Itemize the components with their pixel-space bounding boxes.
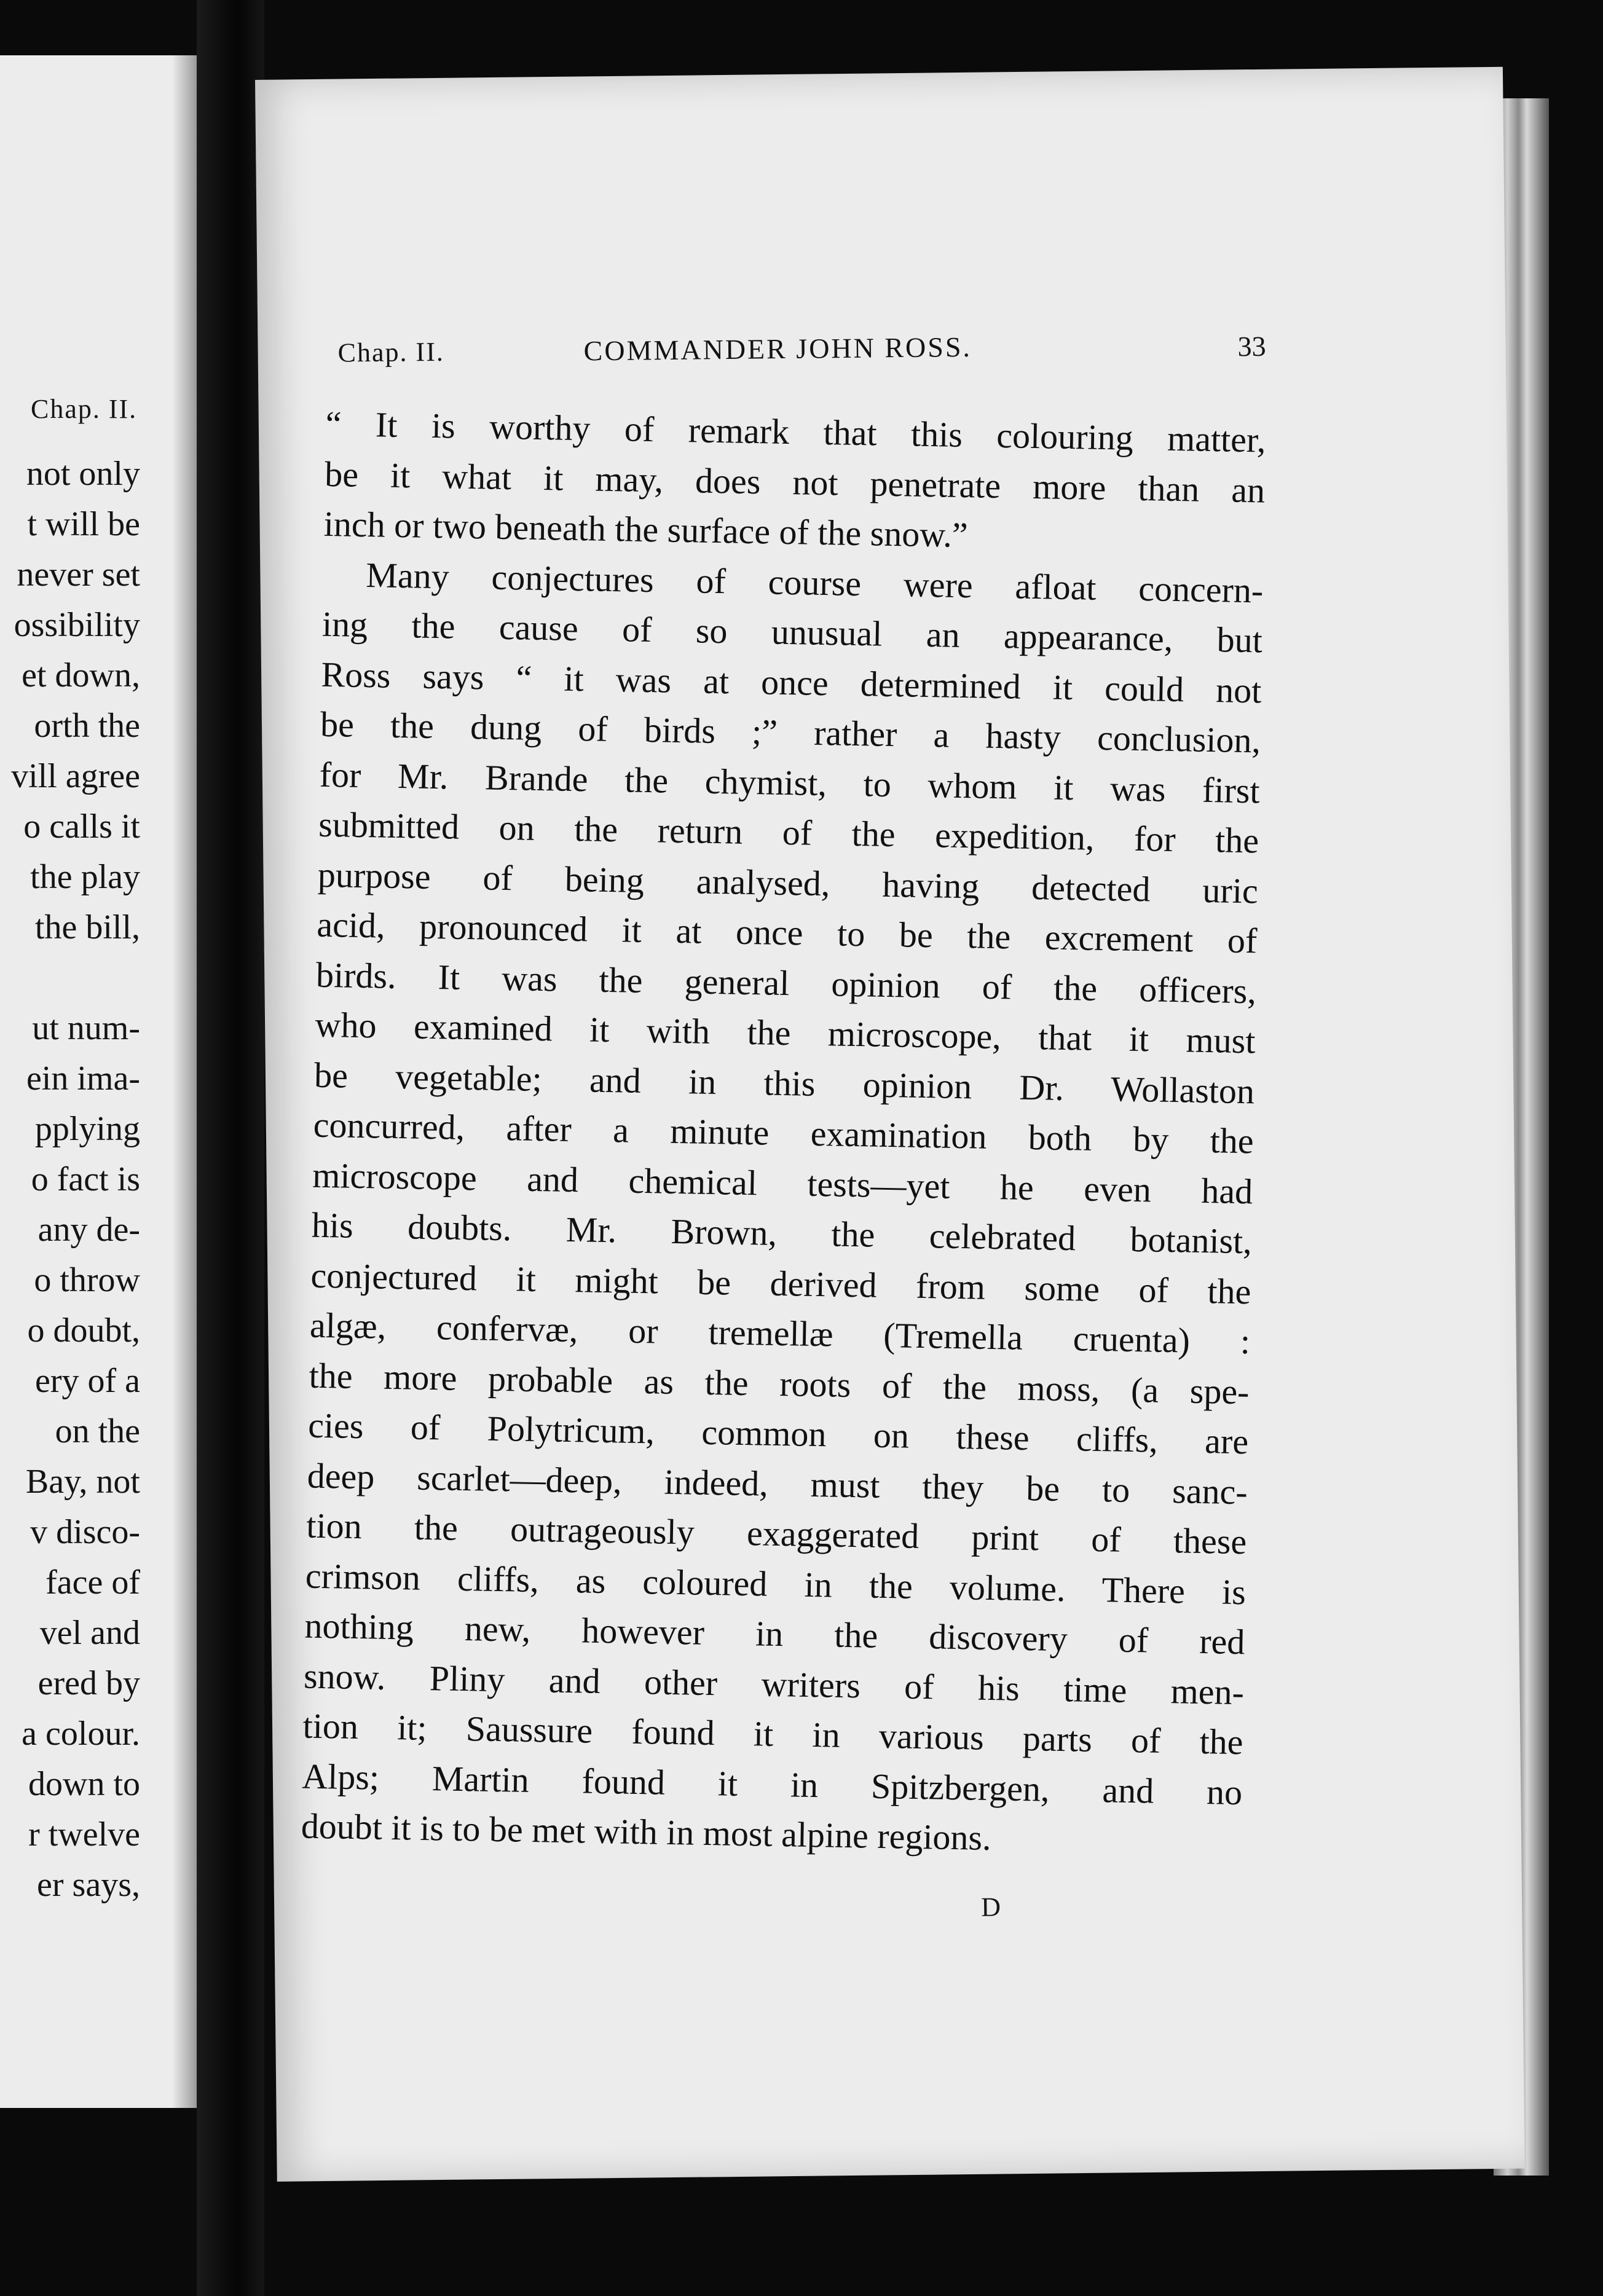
left-text-line: r twelve [28,1815,140,1854]
text-line: Alps; Martin found it in Spitzbergen, and no [301,1755,1243,1812]
left-text-line: t will be [27,505,140,543]
left-text-line: ered by [37,1664,140,1702]
text-line: conjectured it might be derived from some of the [310,1255,1251,1311]
left-text-line: ossibility [14,606,140,644]
text-line: the more probable as the roots of the moss, (a spe- [309,1355,1250,1412]
signature-mark: D [980,1892,1001,1922]
left-text-line: et down, [22,656,140,694]
text-line: nothing new, however in the discovery of red [304,1605,1245,1662]
text-line: be the dung of birds ;” rather a hasty conclusion, [320,704,1261,761]
page-number: 33 [1237,330,1266,363]
text-line: tion it; Saussure found it in various parts of the [302,1705,1244,1763]
text-line: inch or two beneath the surface of the snow.” [323,503,969,556]
text-line: doubt it is to be met with in most alpine regions. [301,1806,992,1858]
text-line: “ It is worthy of remark that this colouring matter, [325,403,1267,460]
left-text-line: v disco- [30,1513,140,1551]
left-text-line: the play [30,858,140,896]
left-text-line: a colour. [22,1715,140,1753]
text-line: be vegetable; and in this opinion Dr. Wollaston [313,1055,1255,1111]
left-text-line: face of [45,1563,140,1602]
left-text-line: ery of a [34,1362,140,1400]
text-line: snow. Pliny and other writers of his time men- [303,1656,1245,1712]
left-text-line: the bill, [34,908,140,946]
book-gutter [197,0,264,2296]
left-page-text [0,449,140,1910]
left-text-line: on the [55,1412,140,1450]
left-text-line: vill agree [11,757,140,795]
left-text-line: down to [28,1765,140,1803]
text-line: acid, pronounced it at once to be the excrement of [316,904,1258,961]
left-text-line: ut num- [32,1009,140,1047]
text-line: his doubts. Mr. Brown, the celebrated botanist, [311,1205,1253,1262]
text-line: microscope and chemical tests—yet he even had [312,1155,1253,1211]
text-line: for Mr. Brande the chymist, to whom it was first [319,754,1261,811]
left-text-line: o throw [34,1261,140,1299]
text-line: tion the outrageously exaggerated print of these [305,1505,1247,1562]
text-line: concurred, after a minute examination both by the [313,1104,1254,1162]
text-line: submitted on the return of the expedition, for the [318,804,1259,861]
left-text-line: not only [26,455,140,493]
left-text-line: never set [17,556,140,594]
left-text-line: er says, [37,1866,140,1904]
spine-shadow [172,55,197,2108]
left-text-line: orth the [34,707,140,745]
left-text-line: o fact is [31,1160,140,1198]
text-line: deep scarlet—deep, indeed, must they be to sanc- [307,1455,1248,1512]
facing-page-left [0,55,197,2108]
left-text-line: o calls it [23,808,140,846]
text-line: ing the cause of so unusual an appearance, but [321,603,1263,661]
text-line: purpose of being analysed, having detected uric [317,854,1259,911]
text-line: be it what it may, does not penetrate more than an [324,454,1266,510]
left-text-line: Bay, not [25,1463,140,1501]
text-line: Ross says “ it was at once determined it could not [321,654,1262,710]
text-line: algæ, confervæ, or tremellæ (Tremella cruenta) : [309,1305,1251,1362]
left-text-line: any de- [37,1211,140,1249]
book-page [255,67,1525,2182]
running-title: COMMANDER JOHN ROSS. [583,331,972,367]
left-text-line: pplying [34,1110,140,1148]
left-running-head: Chap. II. [31,394,138,424]
text-line: Many conjectures of course were afloat concern- [365,554,1264,610]
text-line: crimson cliffs, as coloured in the volume. There is [305,1555,1247,1612]
left-text-line: o doubt, [27,1311,140,1350]
body-text [301,399,1266,1868]
running-header [337,328,1266,380]
left-text-line [0,953,140,1003]
left-text-line: ein ima- [26,1060,140,1098]
text-line: birds. It was the general opinion of the officers, [315,954,1257,1011]
left-text-line: vel and [39,1614,140,1652]
text-line: cies of Polytricum, common on these cliffs, are [307,1405,1249,1462]
text-line: who examined it with the microscope, that it must [315,1004,1256,1061]
running-chapter: Chap. II. [337,336,445,368]
